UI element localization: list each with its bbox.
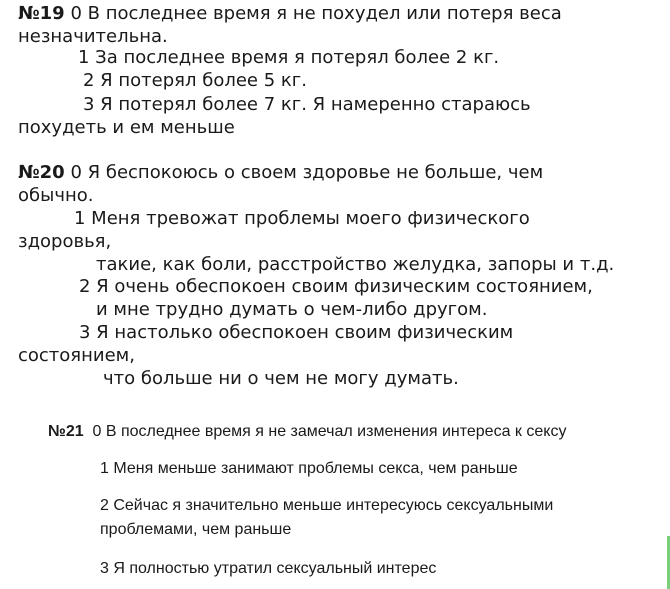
q19-line-0 [18, 2, 562, 25]
q19-option-3: 3 Я потерял более 7 кг. Я намеренно стараюсь [83, 94, 531, 115]
q20-option-0: 0 Я беспокоюсь о своем здоровье не больше, чем [70, 162, 544, 183]
q20-option-1-cont: здоровья, [18, 231, 112, 252]
q21-option-1: 1 Меня меньше занимают проблемы секса, чем раньше [100, 460, 518, 477]
q20-line-0 [18, 161, 543, 184]
q20-option-1-cont2: такие, как боли, расстройство желудка, запоры и т.д. [96, 254, 615, 275]
q20-option-3-cont2: что больше ни о чем не могу думать. [103, 368, 459, 389]
q21-option-2-cont: проблемами, чем раньше [100, 521, 292, 538]
q21-option-2: 2 Сейчас я значительно меньше интересуюсь сексуальными [100, 497, 554, 514]
q20-option-3-cont: состоянием, [18, 345, 135, 366]
q20-option-2-cont: и мне трудно думать о чем-либо другом. [96, 299, 488, 320]
q19-option-3-cont: похудеть и ем меньше [18, 117, 235, 138]
q19-option-0: 0 В последнее время я не похудел или потеря веса [70, 3, 562, 24]
q21-option-0: 0 В последнее время я не замечал изменения интереса к сексу [92, 423, 567, 440]
q21-line-0 [48, 422, 566, 442]
q19-option-0-cont: незначительна. [18, 26, 168, 47]
q21-number: №21 [48, 423, 84, 440]
q19-number: №19 [18, 3, 65, 24]
q19-option-1: 1 За последнее время я потерял более 2 кг. [78, 47, 500, 68]
q19-option-2: 2 Я потерял более 5 кг. [83, 70, 307, 91]
q20-option-2: 2 Я очень обеспокоен своим физическим состоянием, [79, 276, 593, 297]
q20-option-1: 1 Меня тревожат проблемы моего физического [74, 208, 530, 229]
q20-option-3: 3 Я настолько обеспокоен своим физическим [79, 322, 514, 343]
q20-number: №20 [18, 162, 65, 183]
q21-option-3: 3 Я полностью утратил сексуальный интерес [100, 560, 437, 577]
q20-option-0-cont: обычно. [18, 185, 94, 206]
